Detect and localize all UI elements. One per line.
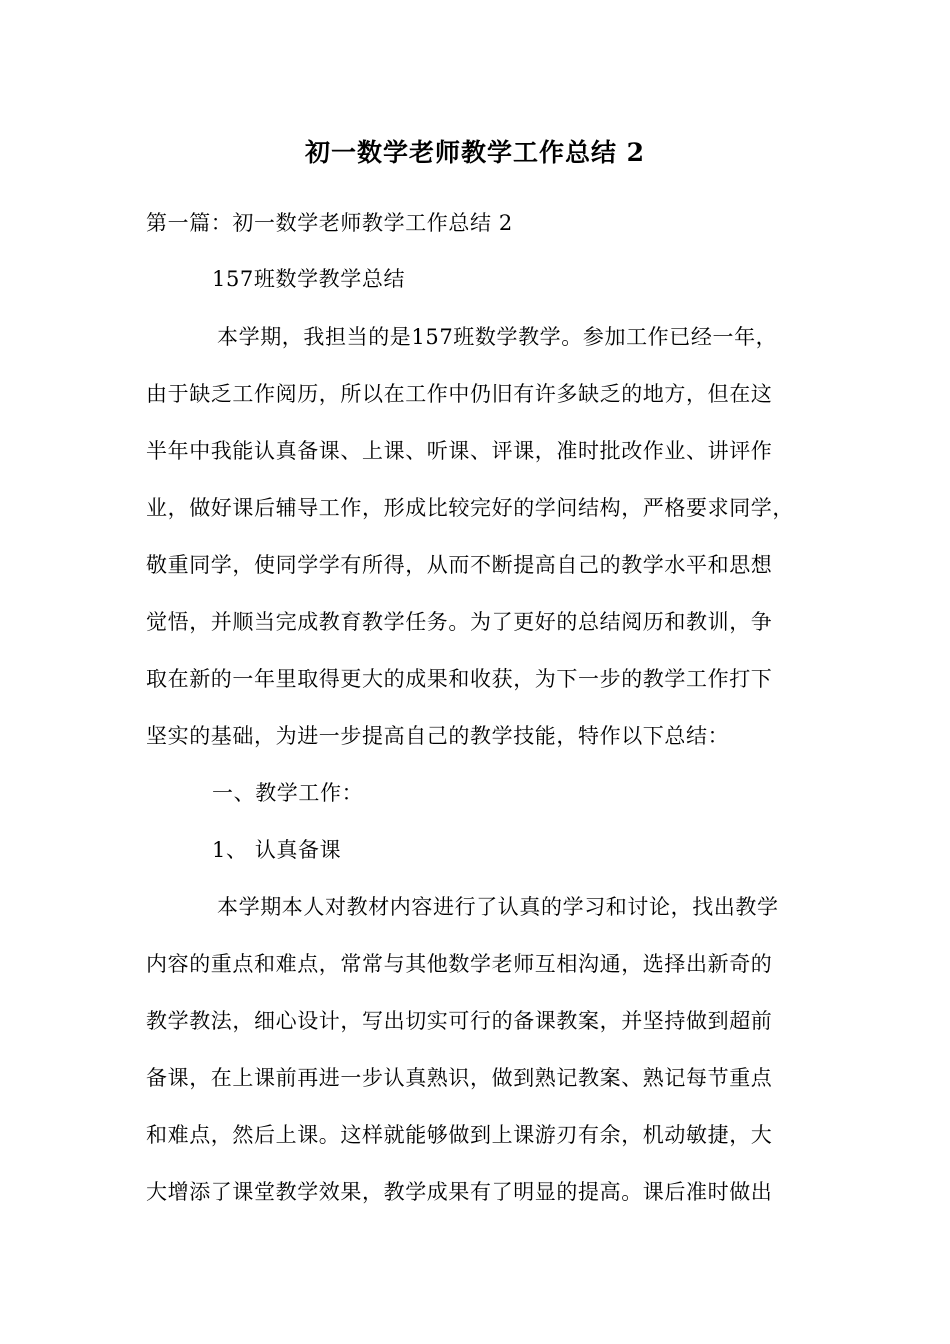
paragraph-line: 半年中我能认真备课、上课、听课、评课，准时批改作业、讲评作 [146,439,773,463]
section-heading: 一、教学工作： [212,781,364,805]
paragraph-line: 敬重同学，使同学学有所得，从而不断提高自己的教学水平和思想 [146,553,773,577]
subsection-heading: 1、 认真备课 [212,838,342,862]
paragraph-line: 大增添了课堂教学效果，教学成果有了明显的提高。课后准时做出 [146,1180,773,1204]
document-title: 初一数学老师教学工作总结 2 [304,138,646,167]
paragraph-line: 教学教法，细心设计，写出切实可行的备课教案，并坚持做到超前 [146,1009,773,1033]
paragraph-line: 业，做好课后辅导工作，形成比较完好的学问结构，严格要求同学， [146,496,794,520]
paragraph-line: 坚实的基础，为进一步提高自己的教学技能，特作以下总结： [146,724,730,748]
paragraph-line: 由于缺乏工作阅历，所以在工作中仍旧有许多缺乏的地方，但在这 [146,382,773,406]
paragraph-line: 觉悟，并顺当完成教育教学任务。为了更好的总结阅历和教训，争 [146,610,773,634]
paragraph-line: 和难点，然后上课。这样就能够做到上课游刃有余，机动敏捷，大 [146,1123,773,1147]
chapter-heading: 第一篇：初一数学老师教学工作总结 2 [146,211,513,235]
paragraph-line: 本学期，我担当的是157班数学教学。参加工作已经一年， [217,325,778,349]
paragraph-line: 取在新的一年里取得更大的成果和收获，为下一步的教学工作打下 [146,667,773,691]
paragraph-line: 本学期本人对教材内容进行了认真的学习和讨论，找出教学 [217,895,779,919]
class-heading: 157班数学教学总结 [212,267,406,291]
paragraph-line: 内容的重点和难点，常常与其他数学老师互相沟通，选择出新奇的 [146,952,773,976]
paragraph-line: 备课，在上课前再进一步认真熟识，做到熟记教案、熟记每节重点 [146,1066,773,1090]
